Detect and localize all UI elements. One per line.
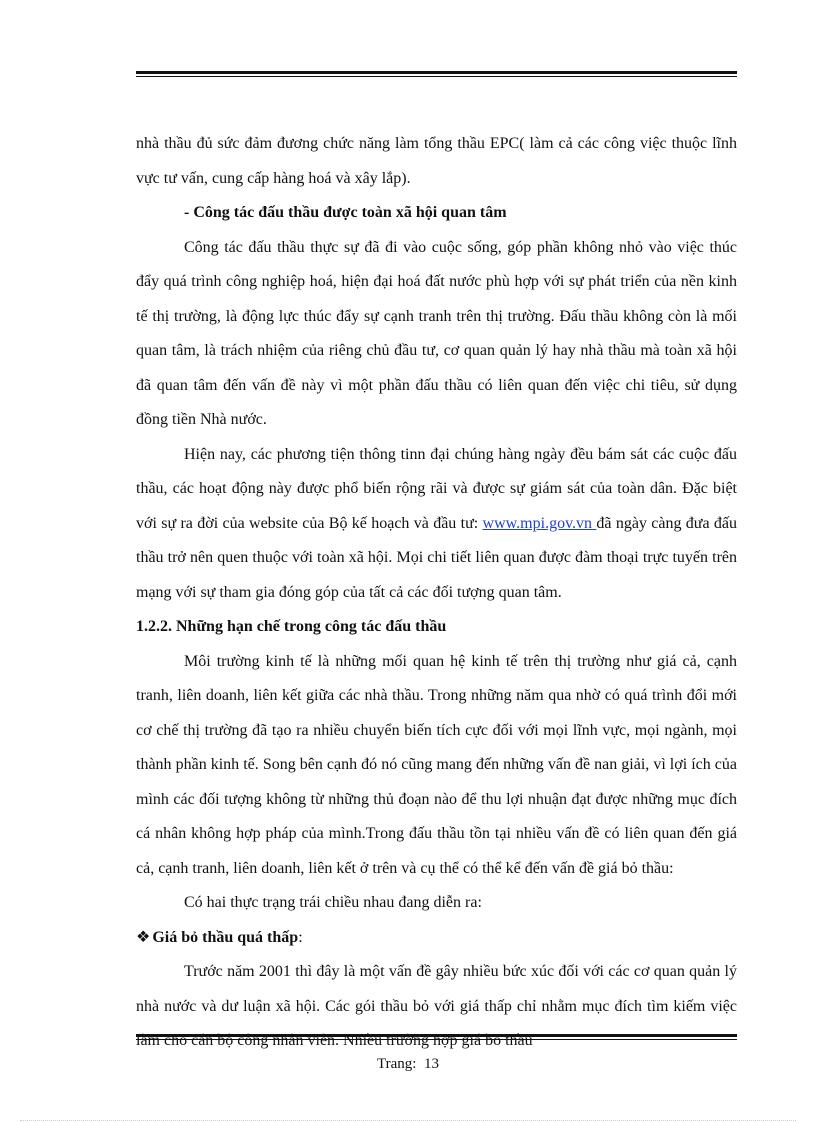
footer-rule	[136, 1034, 737, 1039]
paragraph-3	[136, 438, 737, 611]
header-rule	[136, 71, 737, 76]
page-footer	[0, 1056, 816, 1073]
section-heading-public-interest: - Công tác đấu thầu được toàn xã hội quan tâm	[184, 204, 507, 221]
website-link[interactable]: www.mpi.gov.vn	[482, 514, 597, 532]
diamond-bullet-icon: ❖	[136, 928, 151, 946]
page-edge-divider	[20, 1120, 796, 1121]
paragraph-3-start: Hiện nay, các phương tiện thông tinn đại chúng hàng ngày đều bám sát các cuộc đấu thầu, các hoạt động này được phổ biến rộng rãi và được sự giám sát của toàn dân. Đặc biệt với sự ra đời của website của Bộ kế hoạch và đầu tư:	[136, 445, 737, 532]
paragraph-2: Công tác đấu thầu thực sự đã đi vào cuộc sống, góp phần không nhỏ vào việc thúc đẩy quá trình công nghiệp hoá, hiện đại hoá đất nước phù hợp với sự phát triển của nền kinh tế thị trường, là động lực thúc đẩy sự cạnh tranh trên thị trường. Đấu thầu không còn là mối quan tâm, là trách nhiệm của riêng chủ đầu tư, cơ quan quản lý hay nhà thầu mà toàn xã hội đã quan tâm đến vấn đề này vì một phần đấu thầu có liên quan đến việc chi tiêu, sử dụng đồng tiền Nhà nước.	[136, 238, 737, 428]
page-label: Trang:	[377, 1056, 417, 1072]
paragraph-3-end: đã ngày càng đưa đấu thầu trở nên quen thuộc với toàn xã hội. Mọi chi tiết liên quan được đàm thoại trực tuyến trên mạng với sự tham gia đóng góp của tất cả các đối tượng quan tâm.	[136, 514, 738, 601]
paragraph-6: Trước năm 2001 thì đây là một vấn đề gây nhiều bức xúc đối với các cơ quan quản lý nhà nước và dư luận xã hội. Các gói thầu bỏ với giá thấp chỉ nhằm mục đích tìm kiếm việc làm cho cán bộ công nhân viên. Nhiều trường hợp giá bỏ thầu	[136, 963, 737, 1049]
bullet-heading-low-bid	[136, 921, 737, 956]
paragraph-4: Môi trường kinh tế là những mối quan hệ kinh tế trên thị trường như giá cả, cạnh tranh, liên doanh, liên kết giữa các nhà thầu. Trong những năm qua nhờ có quá trình đổi mới cơ chế thị trường đã tạo ra nhiều chuyển biến tích cực đối với mọi lĩnh vực, mọi ngành, mọi thành phần kinh tế. Song bên cạnh đó nó cũng mang đến những vấn đề nan giải, vì lợi ích của mình các đối tượng không từ những thủ đoạn nào để thu lợi nhuận đạt được những mục đích cá nhân không hợp pháp của mình.Trong đấu thầu tồn tại nhiều vấn đề có liên quan đến giá cả, cạnh tranh, liên doanh, liên kết ở trên và cụ thể có thể kể đến vấn đề giá bỏ thầu:	[136, 652, 737, 877]
paragraph-1: nhà thầu đủ sức đảm đương chức năng làm tổng thầu EPC( làm cả các công việc thuộc lĩnh vực tư vấn, cung cấp hàng hoá và xây lắp).	[136, 135, 737, 187]
page-body	[136, 127, 737, 1059]
paragraph-5: Có hai thực trạng trái chiều nhau đang diễn ra:	[184, 894, 482, 911]
bullet-heading-text: Giá bỏ thầu quá thấp	[152, 928, 299, 946]
page-number: 13	[423, 1056, 439, 1072]
section-heading-limitations: 1.2.2. Những hạn chế trong công tác đấu thầu	[136, 618, 447, 635]
bullet-heading-colon: :	[298, 928, 303, 946]
